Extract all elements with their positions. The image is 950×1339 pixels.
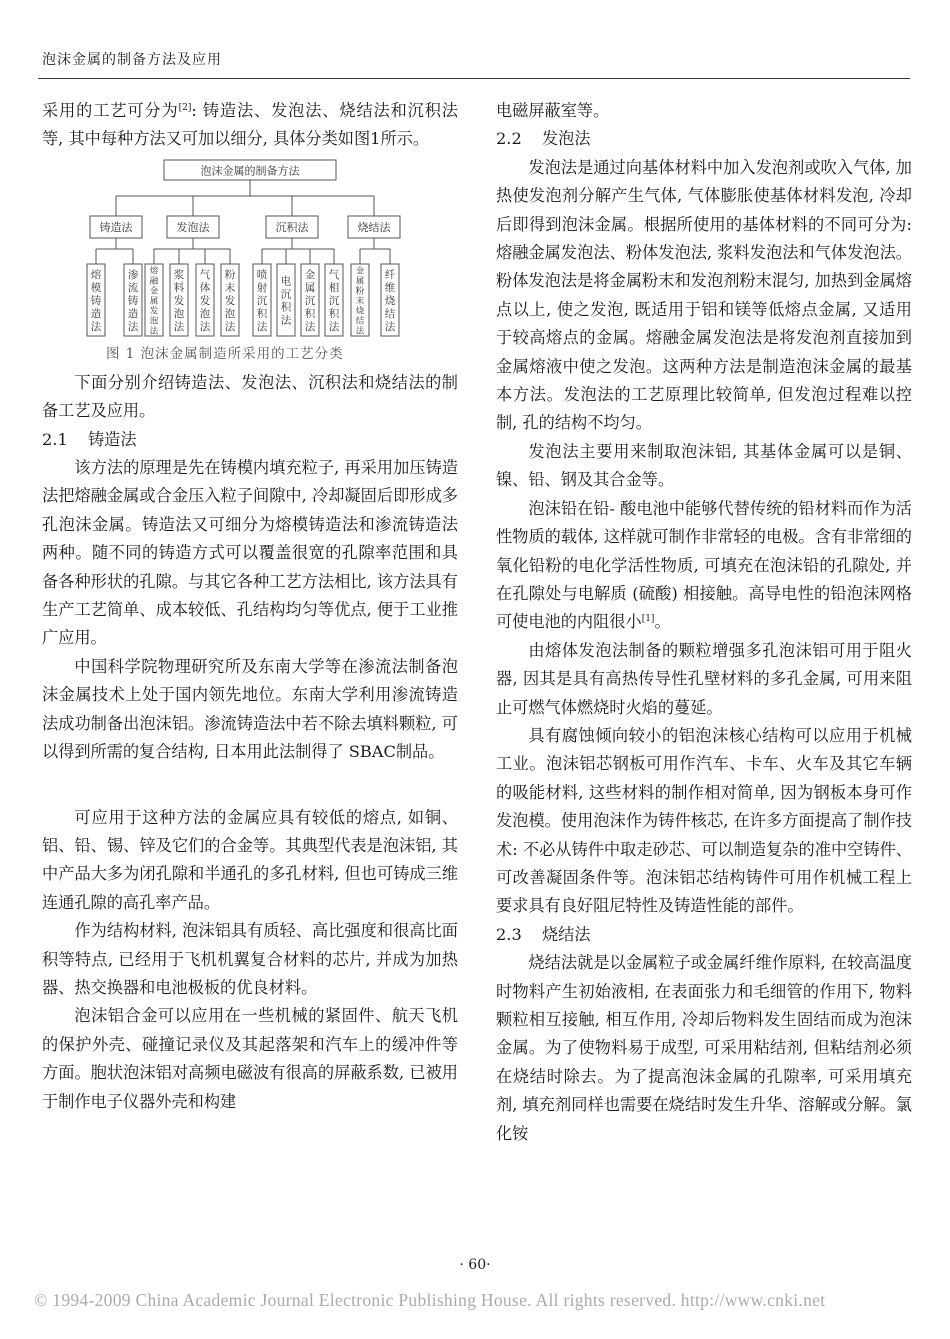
- leaf-node-char: 纤: [384, 268, 396, 281]
- section-heading-2-3: [496, 921, 912, 949]
- citation-ref[interactable]: [1]: [641, 614, 655, 625]
- paragraph: 烧结法就是以金属粒子或金属纤维作原料, 在较高温度时物料产生初始液相, 在表面张力和毛细管的作用下, 物料颗粒相互接触, 相互作用, 冷却后物料发生固结而成为泡沫金属。为了使物料易于成型, 可采用粘结剂, 但粘结剂必须在烧结时除去。为了提高泡沫金属的孔隙率, 可采用填充剂, 填充剂同样也需要在烧结时发生升华、溶解或分解。氯化铵: [496, 953, 912, 1143]
- group-node-label: 发泡法: [176, 220, 210, 234]
- leaf-node-char: 造: [127, 307, 139, 320]
- leaf-node-char: 气: [328, 268, 340, 281]
- leaf-node-char: 法: [199, 320, 211, 333]
- leaf-node-char: 泡: [149, 316, 159, 327]
- leaf-node-char: 铸: [127, 294, 139, 307]
- leaf-node-char: 铸: [90, 294, 102, 307]
- leaf-node-char: 融: [149, 276, 159, 287]
- leaf-node-char: 法: [224, 320, 236, 333]
- copyright-notice: © 1994-2009 China Academic Journal Electronic Publishing House. All rights reserved. http://www.cnki.net: [34, 1290, 826, 1310]
- leaf-node-char: 法: [384, 320, 396, 333]
- paragraph: 泡沫铝合金可以应用在一些机械的紧固件、航天飞机的保护外壳、碰撞记录仪及其起落架和汽车上的缓冲件等方面。胞状泡沫铝对高频电磁波有很高的屏蔽系数, 已被用于制作电子仪器外壳和构建: [42, 1006, 458, 1111]
- leaf-node-char: 发: [173, 294, 185, 307]
- leaf-node-char: 浆: [173, 268, 185, 281]
- section-title: 铸造法: [88, 429, 137, 449]
- leaf-node-char: 末: [355, 296, 365, 307]
- leaf-node-char: 泡: [199, 307, 211, 320]
- paragraph: 可应用于这种方法的金属应具有较低的熔点, 如铜、铝、铅、锡、锌及它们的合金等。其典型代表是泡沫铝, 其中产品大多为闭孔隙和半通孔的多孔材料, 但也可铸成三维连通孔隙的高孔率产品。: [42, 807, 458, 912]
- paragraph-gap: [42, 767, 458, 804]
- leaf-node-char: 烧: [355, 306, 365, 317]
- paragraph-after-figure: 下面分别介绍铸造法、发泡法、沉积法和烧结法的制备工艺及应用。: [42, 372, 458, 421]
- leaf-node-char: 结: [355, 316, 365, 327]
- leaf-node-char: 属: [149, 296, 159, 307]
- leaf-node-char: 法: [173, 320, 185, 333]
- group-node-label: 铸造法: [99, 220, 133, 234]
- leaf-node-char: 属: [304, 281, 316, 294]
- right-column: [496, 97, 912, 1148]
- leaf-node-char: 射: [256, 281, 268, 294]
- leaf-node-char: 造: [90, 307, 102, 320]
- leaf-node-char: 沉: [304, 294, 316, 307]
- leaf-node-char: 泡: [173, 307, 185, 320]
- running-header: 泡沫金属的制备方法及应用: [42, 52, 222, 68]
- paragraph: 由熔体发泡法制备的颗粒增强多孔泡沫铝可用于阻火器, 因其是具有高热传导性孔壁材料的多孔金属, 可用来阻止可燃气体燃烧时火焰的蔓延。: [496, 640, 912, 717]
- leaf-node-char: 沉: [256, 294, 268, 307]
- leaf-node-char: 结: [384, 307, 396, 320]
- leaf-node-char: 气: [199, 268, 211, 281]
- leaf-node-char: 模: [90, 281, 102, 294]
- section-number: 2.1: [42, 429, 68, 449]
- section-heading-2-2: [496, 125, 912, 153]
- group-node-label: 沉积法: [275, 220, 309, 234]
- leaf-node-char: 属: [355, 276, 365, 287]
- left-column: [42, 97, 458, 1116]
- leaf-node-char: 流: [127, 281, 139, 294]
- leaf-node-char: 金: [304, 268, 316, 281]
- paragraph: 该方法的原理是先在铸模内填充粒子, 再采用加压铸造法把熔融金属或合金压入粒子间隙中, 冷却凝固后即形成多孔泡沫金属。铸造法又可细分为熔模铸造法和渗流铸造法两种。随不同的铸造方式可以覆盖很宽的孔隙率范围和具备各种形状的孔隙。与其它各种工艺方法相比, 该方法具有生产工艺简单、成本较低、孔结构均匀等优点, 便于工业推广应用。: [42, 458, 458, 648]
- leaf-node-char: 金: [355, 266, 365, 277]
- leaf-node-char: 粉: [355, 286, 365, 297]
- header-rule: [38, 78, 910, 79]
- leaf-node-char: 末: [224, 281, 236, 294]
- paragraph: 发泡法主要用来制取泡沫铝, 其基体金属可以是铜、镍、铅、钢及其合金等。: [496, 441, 912, 490]
- citation-ref[interactable]: [2]: [178, 103, 192, 113]
- leaf-node-char: 沉: [280, 288, 292, 301]
- leaf-node-char: 积: [328, 307, 340, 320]
- leaf-node-char: 法: [355, 326, 365, 337]
- paragraph: 中国科学院物理研究所及东南大学等在渗流法制备泡沫金属技术上处于国内领先地位。东南大学利用渗流铸造法成功制备出泡沫铝。渗流铸造法中若不除去填料颗粒, 可以得到所需的复合结构, 日本用此法制得了 SBAC制品。: [42, 656, 458, 762]
- leaf-node-char: 渗: [127, 268, 139, 281]
- leaf-node-char: 发: [199, 294, 211, 307]
- section-number: 2.2: [496, 129, 522, 149]
- leaf-node-char: 喷: [256, 268, 268, 281]
- figure-caption: 图 1 泡沫金属制造所采用的工艺分类: [106, 345, 344, 362]
- leaf-node-char: 金: [149, 286, 159, 297]
- leaf-node-char: 泡: [224, 307, 236, 320]
- leaf-node-char: 熔: [90, 268, 102, 281]
- paragraph: 作为结构材料, 泡沫铝具有质轻、高比强度和很高比面积等特点, 已经用于飞机机翼复合材料的芯片, 并成为加热器、热交换器和电池极板的优良材料。: [42, 921, 458, 997]
- leaf-node-char: 料: [173, 281, 185, 294]
- leaf-node-char: 积: [304, 307, 316, 320]
- leaf-node-char: 维: [384, 281, 396, 294]
- paragraph-continuation: 电磁屏蔽室等。: [496, 101, 610, 120]
- paragraph: 具有腐蚀倾向较小的铝泡沫核心结构可以应用于机械工业。泡沫铝芯钢板可用作汽车、卡车、火车及其它车辆的吸能材料, 这些材料的制作相对简单, 因为钢板本身可作发泡模。使用泡沫作为铸件核芯, 在许多方面提高了制作技术: 不必从铸件中取走砂芯、可以制造复杂的准中空铸件、可改善凝固条件等。泡沫铝芯结构铸件可用作机械工程上要求具有良好阻尼特性及铸造性能的部件。: [496, 725, 912, 916]
- leaf-node-char: 电: [280, 275, 292, 288]
- group-node-label: 烧结法: [357, 220, 391, 234]
- leaf-node-char: 积: [280, 301, 292, 314]
- leaf-node-char: 发: [224, 294, 236, 307]
- leaf-node-char: 发: [149, 306, 159, 317]
- process-classification-diagram: [42, 156, 458, 341]
- root-node-label: 泡沫金属的制备方法: [200, 164, 300, 178]
- leaf-node-char: 烧: [384, 294, 396, 307]
- section-number: 2.3: [496, 924, 522, 944]
- leaf-node-char: 积: [256, 307, 268, 320]
- leaf-node-char: 体: [199, 281, 211, 294]
- intro-paragraph: 采用的工艺可分为[2]: 铸造法、发泡法、烧结法和沉积法等, 其中每种方法又可加以细分, 具体分类如图1所示。: [42, 101, 458, 149]
- section-heading-2-1: [42, 426, 458, 454]
- leaf-node-char: 沉: [328, 294, 340, 307]
- section-title: 发泡法: [542, 129, 591, 149]
- leaf-node-char: 法: [304, 320, 316, 333]
- leaf-node-char: 相: [328, 281, 340, 294]
- section-title: 烧结法: [542, 924, 591, 944]
- figure-1: [42, 156, 458, 365]
- paragraph: 发泡法是通过向基体材料中加入发泡剂或吹入气体, 加热使发泡剂分解产生气体, 气体膨胀使基体材料发泡, 冷却后即得到泡沫金属。根据所使用的基体材料的不同可分为: 熔融金属发泡法、粉体发泡法, 浆料发泡法和气体发泡法。粉体发泡法是将金属粉末和发泡剂粉末混匀, 加热到金属熔点以上, 使之发泡, 既适用于铝和镁等低熔点金属, 又适用于较高熔点的金属。熔融金属发泡法是将发泡剂直接加到金属熔液中使之发泡。这两种方法是制造泡沫金属的最基本方法。发泡法的工艺原理比较简单, 但发泡过程难以控制, 孔的结构不均匀。: [496, 157, 912, 433]
- leaf-node-char: 法: [328, 320, 340, 333]
- leaf-node-char: 法: [149, 326, 159, 337]
- leaf-node-char: 法: [127, 320, 139, 333]
- leaf-node-char: 法: [256, 320, 268, 333]
- leaf-node-char: 熔: [149, 266, 159, 277]
- leaf-node-char: 粉: [224, 268, 236, 281]
- leaf-node-char: 法: [90, 320, 102, 333]
- leaf-node-char: 法: [280, 314, 292, 327]
- paragraph: 泡沫铅在铅- 酸电池中能够代替传统的铅材料而作为活性物质的载体, 这样就可制作非常轻的电极。含有非常细的氧化铅粉的电化学活性物质, 可填充在泡沫铅的孔隙处, 并在孔隙处与电解质 (硫酸) 相接触。高导电性的铅泡沫网格可使电池的内阻很小[1]。: [496, 498, 912, 632]
- page-number: · 60·: [459, 1257, 491, 1273]
